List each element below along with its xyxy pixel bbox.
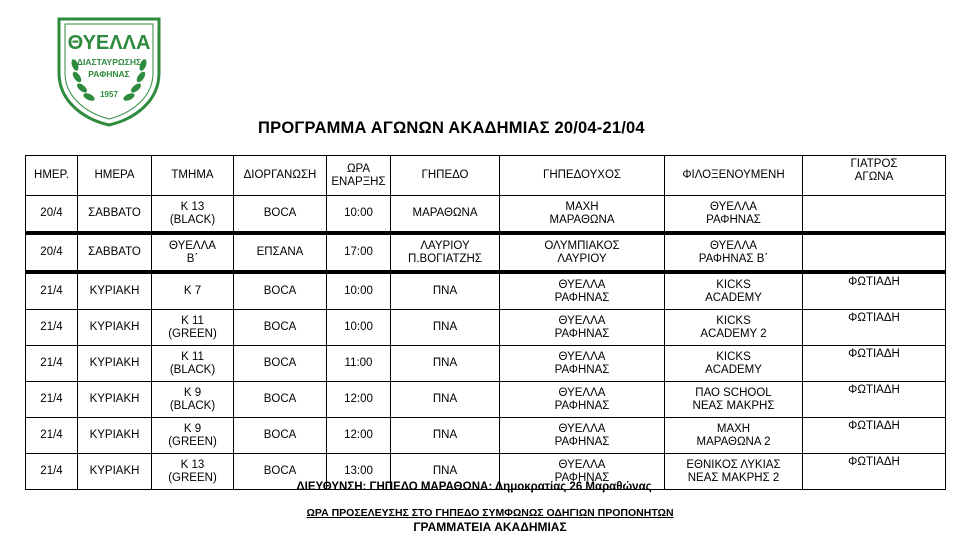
- day-cell: ΣΑΒΒΑΤΟ: [78, 233, 152, 272]
- guest-cell: ΘΥΕΛΛΑ ΡΑΦΗΝΑΣ: [665, 196, 803, 234]
- day-cell: ΚΥΡΙΑΚΗ: [78, 382, 152, 418]
- organization-cell: ΒΟCA: [234, 382, 327, 418]
- host-cell: ΘΥΕΛΛΑ ΡΑΦΗΝΑΣ: [500, 272, 665, 310]
- table-row: [26, 346, 946, 382]
- header-host: ΓΗΠΕΔΟΥΧΟΣ: [500, 156, 665, 196]
- host-cell: ΘΥΕΛΛΑ ΡΑΦΗΝΑΣ: [500, 454, 665, 490]
- date-cell: 21/4: [26, 382, 78, 418]
- date-cell: 21/4: [26, 418, 78, 454]
- organization-cell: ΒΟCA: [234, 196, 327, 234]
- host-cell: ΟΛΥΜΠΙΑΚΟΣ ΛΑΥΡΙΟΥ: [500, 233, 665, 272]
- time-cell: 12:00: [327, 382, 391, 418]
- team-cell: Κ 9 (BLACK): [152, 382, 234, 418]
- time-cell: 10:00: [327, 272, 391, 310]
- field-cell: ΠΝΑ: [391, 418, 500, 454]
- schedule-table: [25, 155, 946, 490]
- organization-cell: ΒΟCA: [234, 418, 327, 454]
- guest-cell: KICKS ACADEMY: [665, 272, 803, 310]
- arrival-note: ΩΡΑ ΠΡΟΣΕΛΕΥΣΗΣ ΣΤΟ ΓΗΠΕΔΟ ΣΥΜΦΩΝΩΣ ΟΔΗΓΙΩΝ ΠΡΟΠΟΝΗΤΩΝ: [306, 507, 674, 519]
- header-team: ΤΜΗΜΑ: [152, 156, 234, 196]
- date-cell: 21/4: [26, 454, 78, 490]
- team-cell: ΘΥΕΛΛΑ Β΄: [152, 233, 234, 272]
- field-cell: ΜΑΡΑΘΩΝΑ: [391, 196, 500, 234]
- logo-year: 1957: [100, 90, 118, 99]
- club-logo: [55, 15, 163, 127]
- organization-cell: ΒΟCA: [234, 310, 327, 346]
- page-title: ΠΡΟΓΡΑΜΜΑ ΑΓΩΝΩΝ ΑΚΑΔΗΜΙΑΣ 20/04-21/04: [258, 119, 645, 137]
- time-cell: 10:00: [327, 196, 391, 234]
- team-cell: Κ 13 (GREEN): [152, 454, 234, 490]
- guest-cell: ΕΘΝΙΚΟΣ ΛΥΚΙΑΣ ΝΕΑΣ ΜΑΚΡΗΣ 2: [665, 454, 803, 490]
- guest-cell: ΠΑΟ SCHOOL ΝΕΑΣ ΜΑΚΡΗΣ: [665, 382, 803, 418]
- host-cell: ΘΥΕΛΛΑ ΡΑΦΗΝΑΣ: [500, 310, 665, 346]
- guest-cell: KICKS ACADEMY 2: [665, 310, 803, 346]
- doctor-cell: ΦΩΤΙΑΔΗ: [803, 346, 946, 382]
- doctor-cell: ΦΩΤΙΑΔΗ: [803, 382, 946, 418]
- guest-cell: ΘΥΕΛΛΑ ΡΑΦΗΝΑΣ Β΄: [665, 233, 803, 272]
- address-line: ΔΙΕΥΘΥΝΣΗ: ΓΗΠΕΔΟ ΜΑΡΑΘΩΝΑ: Δημοκρατίας 26 Μαραθώνας: [296, 481, 652, 493]
- team-cell: Κ 7: [152, 272, 234, 310]
- logo-line1: ΔΙΑΣΤΑΥΡΩΣΗΣ: [76, 57, 142, 67]
- time-cell: 17:00: [327, 233, 391, 272]
- time-cell: 12:00: [327, 418, 391, 454]
- host-cell: ΘΥΕΛΛΑ ΡΑΦΗΝΑΣ: [500, 382, 665, 418]
- table-row: [26, 272, 946, 310]
- table-header-row: [26, 156, 946, 196]
- field-cell: ΛΑΥΡΙΟΥ Π.ΒΟΓΙΑΤΖΗΣ: [391, 233, 500, 272]
- field-cell: ΠΝΑ: [391, 272, 500, 310]
- day-cell: ΚΥΡΙΑΚΗ: [78, 272, 152, 310]
- header-date: ΗΜΕΡ.: [26, 156, 78, 196]
- header-organization: ΔΙΟΡΓΑΝΩΣΗ: [234, 156, 327, 196]
- day-cell: ΚΥΡΙΑΚΗ: [78, 346, 152, 382]
- header-day: ΗΜΕΡΑ: [78, 156, 152, 196]
- date-cell: 20/4: [26, 233, 78, 272]
- guest-cell: KICKS ACADEMY: [665, 346, 803, 382]
- organization-cell: ΒΟCA: [234, 346, 327, 382]
- team-cell: Κ 11 (GREEN): [152, 310, 234, 346]
- doctor-cell: ΦΩΤΙΑΔΗ: [803, 454, 946, 490]
- table-row: [26, 310, 946, 346]
- header-doctor: ΓΙΑΤΡΟΣ ΑΓΩΝΑ: [803, 156, 946, 196]
- time-cell: 10:00: [327, 310, 391, 346]
- team-cell: Κ 13 (BLACK): [152, 196, 234, 234]
- date-cell: 20/4: [26, 196, 78, 234]
- team-cell: Κ 9 (GREEN): [152, 418, 234, 454]
- time-cell: 13:00: [327, 454, 391, 490]
- day-cell: ΚΥΡΙΑΚΗ: [78, 418, 152, 454]
- team-cell: Κ 11 (BLACK): [152, 346, 234, 382]
- schedule-rows: [26, 196, 946, 490]
- secretariat-signature: ΓΡΑΜΜΑΤΕΙΑ ΑΚΑΔΗΜΙΑΣ: [413, 520, 567, 534]
- header-field: ΓΗΠΕΔΟ: [391, 156, 500, 196]
- table-row: [26, 233, 946, 272]
- host-cell: ΘΥΕΛΛΑ ΡΑΦΗΝΑΣ: [500, 418, 665, 454]
- logo-line2: ΡΑΦΗΝΑΣ: [88, 69, 130, 79]
- host-cell: ΜΑΧΗ ΜΑΡΑΘΩΝΑ: [500, 196, 665, 234]
- host-cell: ΘΥΕΛΛΑ ΡΑΦΗΝΑΣ: [500, 346, 665, 382]
- guest-cell: ΜΑΧΗ ΜΑΡΑΘΩΝΑ 2: [665, 418, 803, 454]
- date-cell: 21/4: [26, 310, 78, 346]
- header-guest: ΦΙΛΟΞΕΝΟΥΜΕΝΗ: [665, 156, 803, 196]
- doctor-cell: [803, 196, 946, 234]
- doctor-cell: ΦΩΤΙΑΔΗ: [803, 418, 946, 454]
- table-row: [26, 196, 946, 234]
- field-cell: ΠΝΑ: [391, 310, 500, 346]
- field-cell: ΠΝΑ: [391, 346, 500, 382]
- doctor-cell: ΦΩΤΙΑΔΗ: [803, 272, 946, 310]
- field-cell: ΠΝΑ: [391, 454, 500, 490]
- organization-cell: ΒΟCA: [234, 454, 327, 490]
- date-cell: 21/4: [26, 346, 78, 382]
- table-row: [26, 418, 946, 454]
- doctor-cell: [803, 233, 946, 272]
- logo-name: ΘΥΕΛΛΑ: [67, 32, 151, 54]
- header-start-time: ΩΡΑ ΕΝΑΡΞΗΣ: [327, 156, 391, 196]
- day-cell: ΣΑΒΒΑΤΟ: [78, 196, 152, 234]
- organization-cell: ΒΟCA: [234, 272, 327, 310]
- organization-cell: ΕΠΣΑΝΑ: [234, 233, 327, 272]
- date-cell: 21/4: [26, 272, 78, 310]
- day-cell: ΚΥΡΙΑΚΗ: [78, 310, 152, 346]
- doctor-cell: ΦΩΤΙΑΔΗ: [803, 310, 946, 346]
- time-cell: 11:00: [327, 346, 391, 382]
- field-cell: ΠΝΑ: [391, 382, 500, 418]
- table-row: [26, 382, 946, 418]
- day-cell: ΚΥΡΙΑΚΗ: [78, 454, 152, 490]
